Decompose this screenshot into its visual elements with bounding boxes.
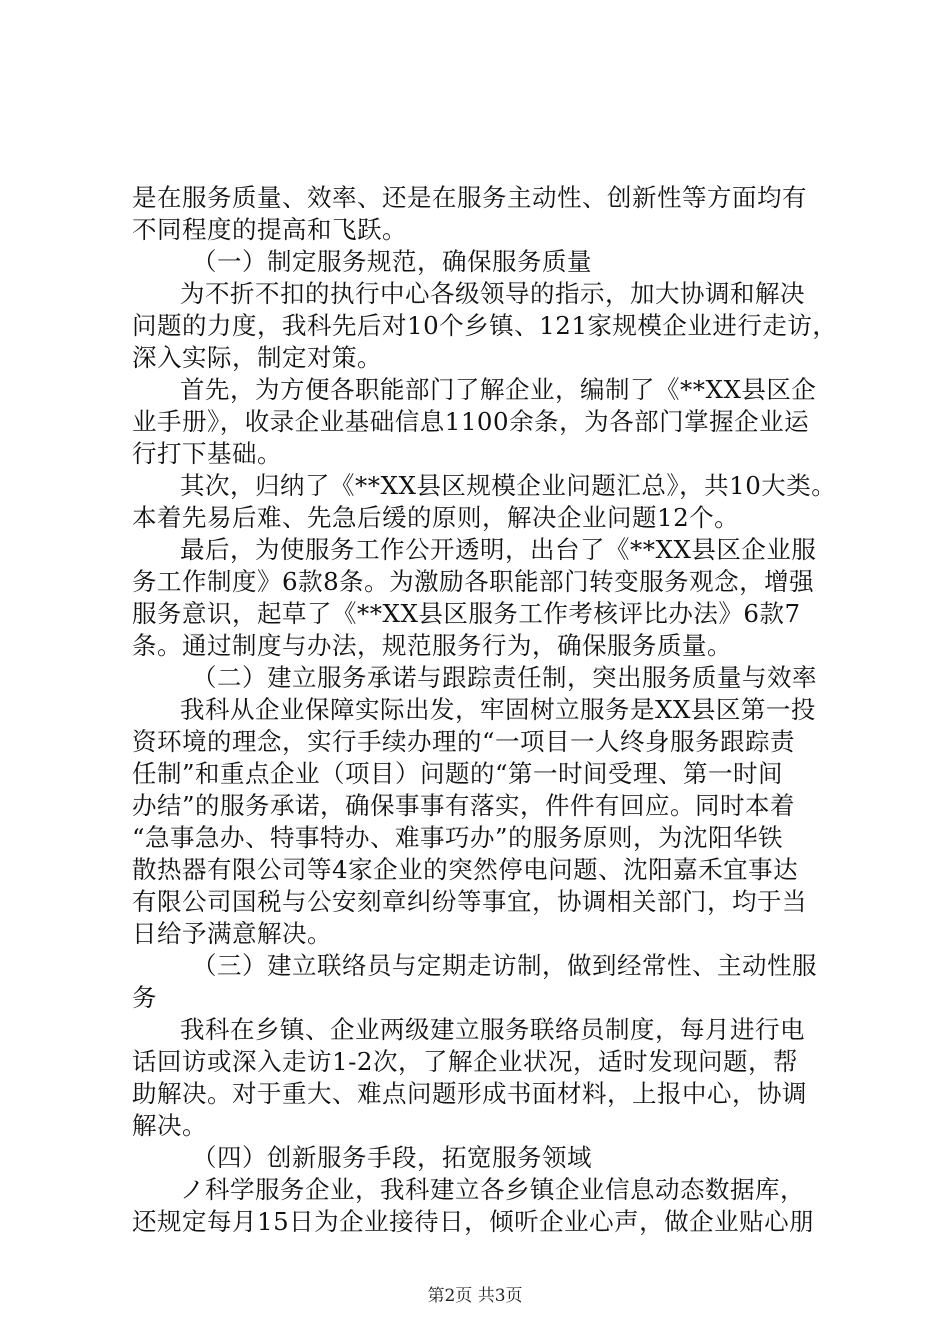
text-line: 任制”和重点企业（项目）问题的“第一时间受理、第一时间 [132, 759, 784, 788]
text-line: 为不折不扣的执行中心各级领导的指示，加大协调和解决 [180, 279, 805, 308]
text-line: ノ科学服务企业，我科建立各乡镇企业信息动态数据库， [180, 1175, 805, 1204]
text-line: 深入实际，制定对策。 [132, 343, 382, 372]
text-line: 资环境的理念，实行手续办理的“一项目一人终身服务跟踪责 [132, 727, 796, 756]
text-line: 我科在乡镇、企业两级建立服务联络员制度，每月进行电 [180, 1015, 805, 1044]
section-heading-1: （一）制定服务规范，确保服务质量 [192, 247, 592, 276]
text-line: 日给予满意解决。 [132, 919, 332, 948]
text-line: 不同程度的提高和飞跃。 [132, 215, 407, 244]
text-line: 助解决。对于重大、难点问题形成书面材料，上报中心，协调 [132, 1079, 807, 1108]
text-line: 我科从企业保障实际出发，牢固树立服务是XX县区第一投 [180, 695, 816, 724]
text-line: 首先，为方便各职能部门了解企业，编制了《**XX县区企 [180, 375, 817, 404]
text-line: 话回访或深入走访1-2次，了解企业状况，适时发现问题，帮 [132, 1047, 798, 1076]
text-line: 服务意识，起草了《**XX县区服务工作考核评比办法》6款7 [132, 599, 801, 628]
section-heading-2: （二）建立服务承诺与跟踪责任制，突出服务质量与效率 [192, 663, 817, 692]
text-line: 还规定每月15日为企业接待日，倾听企业心声，做企业贴心朋 [132, 1207, 815, 1236]
text-line: 业手册》，收录企业基础信息1100余条，为各部门掌握企业运 [132, 407, 810, 436]
text-line: 最后，为使服务工作公开透明，出台了《**XX县区企业服 [180, 535, 817, 564]
text-line: 行打下基础。 [132, 439, 282, 468]
text-line: 有限公司国税与公安刻章纠纷等事宜，协调相关部门，均于当 [132, 887, 807, 916]
text-line: “急事急办、特事特办、难事巧办”的服务原则，为沈阳华铁 [132, 823, 784, 852]
text-line: 散热器有限公司等4家企业的突然停电问题、沈阳嘉禾宜事达 [132, 855, 799, 884]
text-line: 条。通过制度与办法，规范服务行为，确保服务质量。 [132, 631, 732, 660]
section-heading-3: （三）建立联络员与定期走访制，做到经常性、主动性服 [192, 951, 817, 980]
text-line: 务工作制度》6款8条。为激励各职能部门转变服务观念，增强 [132, 567, 815, 596]
text-line: 问题的力度，我科先后对10个乡镇、121家规模企业进行走访， [132, 311, 838, 340]
text-line: 本着先易后难、先急后缓的原则，解决企业问题12个。 [132, 503, 740, 532]
text-line: 办结”的服务承诺，确保事事有落实，件件有回应。同时本着 [132, 791, 796, 820]
text-line: 务 [132, 983, 157, 1012]
text-line: 解决。 [132, 1111, 207, 1140]
section-heading-4: （四）创新服务手段，拓宽服务领域 [192, 1143, 592, 1172]
page-footer: 第2页 共3页 [427, 1286, 523, 1306]
text-line: 是在服务质量、效率、还是在服务主动性、创新性等方面均有 [132, 183, 807, 212]
text-line: 其次，归纳了《**XX县区规模企业问题汇总》，共10大类。 [180, 471, 837, 500]
